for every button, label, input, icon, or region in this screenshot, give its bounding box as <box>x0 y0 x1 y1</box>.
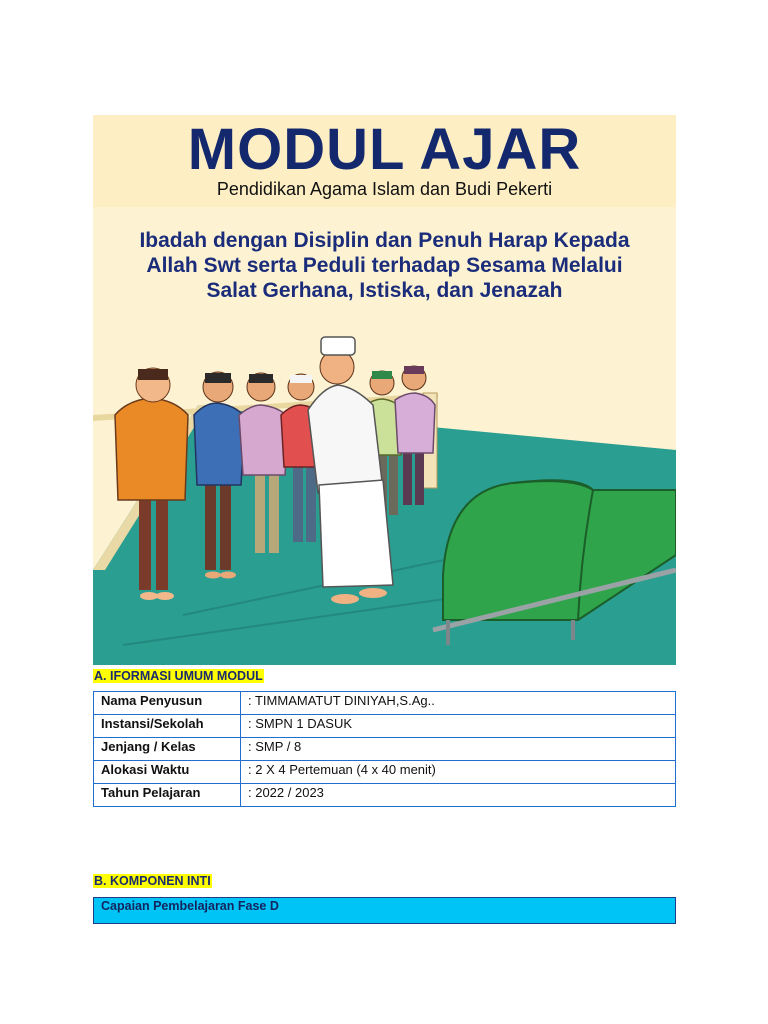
table-row <box>94 784 676 807</box>
learning-outcome-bar <box>93 897 676 924</box>
general-info-table <box>93 691 676 807</box>
row-value: : SMP / 8 <box>241 738 676 761</box>
section-b-heading-text: B. KOMPONEN INTI <box>94 874 211 888</box>
row-label: Nama Penyusun <box>94 692 241 715</box>
learning-outcome-label: Capaian Pembelajaran Fase D <box>101 899 279 913</box>
table-row <box>94 738 676 761</box>
row-label: Jenjang / Kelas <box>94 738 241 761</box>
module-title: MODUL AJAR <box>187 117 582 182</box>
row-value: : SMPN 1 DASUK <box>241 715 676 738</box>
subject-subtitle: Pendidikan Agama Islam dan Budi Pekerti <box>216 179 553 199</box>
row-label: Alokasi Waktu <box>94 761 241 784</box>
row-label: Tahun Pelajaran <box>94 784 241 807</box>
row-value: : 2 X 4 Pertemuan (4 x 40 menit) <box>241 761 676 784</box>
row-label: Instansi/Sekolah <box>94 715 241 738</box>
section-a-heading <box>93 669 264 683</box>
topic-line: Allah Swt serta Peduli terhadap Sesama Melalui <box>146 254 623 277</box>
table-row <box>94 715 676 738</box>
table-row <box>94 761 676 784</box>
section-b-heading <box>93 874 212 888</box>
cover <box>93 115 676 665</box>
row-value: : 2022 / 2023 <box>241 784 676 807</box>
row-value: : TIMMAMATUT DINIYAH,S.Ag.. <box>241 692 676 715</box>
topic-title <box>103 228 666 303</box>
section-a-heading-text: A. IFORMASI UMUM MODUL <box>94 669 263 683</box>
table-row <box>94 692 676 715</box>
topic-line: Ibadah dengan Disiplin dan Penuh Harap Kepada <box>139 229 630 252</box>
topic-line: Salat Gerhana, Istiska, dan Jenazah <box>206 279 563 302</box>
